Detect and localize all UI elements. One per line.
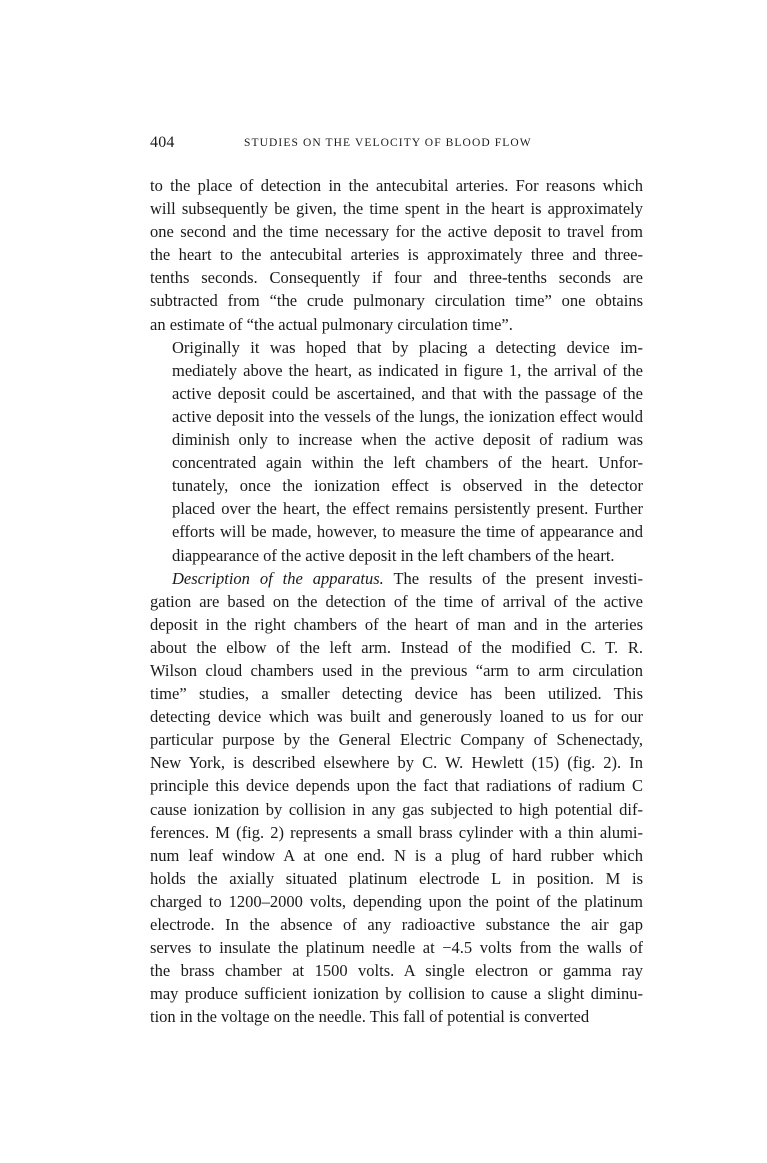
text-line: diappearance of the active deposit in the left chambers of the heart.: [172, 545, 615, 565]
text-line: active deposit into the vessels of the lungs, the ionization effect would: [172, 406, 643, 426]
text-line: electrode. In the absence of any radioactive substance the air gap: [150, 915, 643, 934]
text-line: Originally it was hoped that by placing a detecting device im-: [172, 337, 643, 357]
text-line: the brass chamber at 1500 volts. A single electron or gamma ray: [150, 961, 643, 981]
text-line: detecting device which was built and generously loaned to us for our: [150, 707, 643, 727]
text-line: subtracted from “the crude pulmonary circulation time” one obtains: [150, 291, 643, 311]
text-line: the heart to the antecubital arteries is approximately three and three-: [150, 245, 643, 265]
text-line: will subsequently be given, the time spent in the heart is approximately: [150, 199, 643, 219]
line-text: The results of the present investi-: [393, 568, 643, 588]
text-line: mediately above the heart, as indicated in figure 1, the arrival of the: [172, 360, 643, 380]
text-line: may produce sufficient ionization by collision to cause a slight diminu-: [150, 984, 643, 1004]
text-line: about the elbow of the left arm. Instead of the modified C. T. R.: [150, 637, 643, 657]
text-line: an estimate of “the actual pulmonary circulation time”.: [150, 314, 513, 334]
text-line: efforts will be made, however, to measure the time of appearance and: [172, 522, 643, 542]
text-line: active deposit could be ascertained, and that with the passage of the: [172, 383, 643, 403]
text-line: holds the axially situated platinum electrode L in position. M is: [150, 868, 643, 888]
text-line: principle this device depends upon the fact that radiations of radium C: [150, 776, 643, 796]
text-line: tenths seconds. Consequently if four and three-tenths seconds are: [150, 268, 643, 288]
text-line: particular purpose by the General Electric Company of Schenectady,: [150, 730, 643, 750]
text-line: concentrated again within the left chambers of the heart. Unfor-: [172, 453, 643, 473]
text-line: placed over the heart, the effect remains persistently present. Further: [172, 499, 643, 519]
text-line: to the place of detection in the antecubital arteries. For reasons which: [150, 176, 643, 195]
text-line: tion in the voltage on the needle. This fall of potential is converted: [150, 1007, 590, 1027]
running-head: [150, 134, 643, 154]
body-text: [150, 174, 643, 1028]
text-line: num leaf window A at one end. N is a plug of hard rubber which: [150, 845, 643, 865]
text-line: [150, 567, 643, 590]
text-line: serves to insulate the platinum needle at −4.5 volts from the walls of: [150, 938, 643, 958]
running-title: STUDIES ON THE VELOCITY OF BLOOD FLOW: [244, 137, 532, 149]
text-line: cause ionization by collision in any gas subjected to high potential dif-: [150, 799, 643, 819]
text-line: ferences. M (fig. 2) represents a small brass cylinder with a thin alumi-: [150, 822, 643, 842]
text-line: New York, is described elsewhere by C. W. Hewlett (15) (fig. 2). In: [150, 753, 643, 773]
text-line: one second and the time necessary for the active deposit to travel from: [150, 222, 643, 242]
paragraph-2: [150, 336, 643, 567]
page-number: 404: [150, 134, 175, 151]
text-line: gation are based on the detection of the time of arrival of the active: [150, 591, 643, 611]
text-line: tunately, once the ionization effect is observed in the detector: [172, 476, 643, 496]
paragraph-1: [150, 174, 643, 336]
paragraph-3: [150, 567, 643, 1029]
text-line: Wilson cloud chambers used in the previous “arm to arm circulation: [150, 660, 643, 680]
text-line: deposit in the right chambers of the heart of man and in the arteries: [150, 614, 643, 634]
text-line: diminish only to increase when the active deposit of radium was: [172, 430, 643, 450]
text-line: time” studies, a smaller detecting device has been utilized. This: [150, 684, 643, 704]
text-line: charged to 1200–2000 volts, depending upon the point of the platinum: [150, 891, 643, 911]
section-lead: Description of the apparatus.: [172, 568, 384, 588]
